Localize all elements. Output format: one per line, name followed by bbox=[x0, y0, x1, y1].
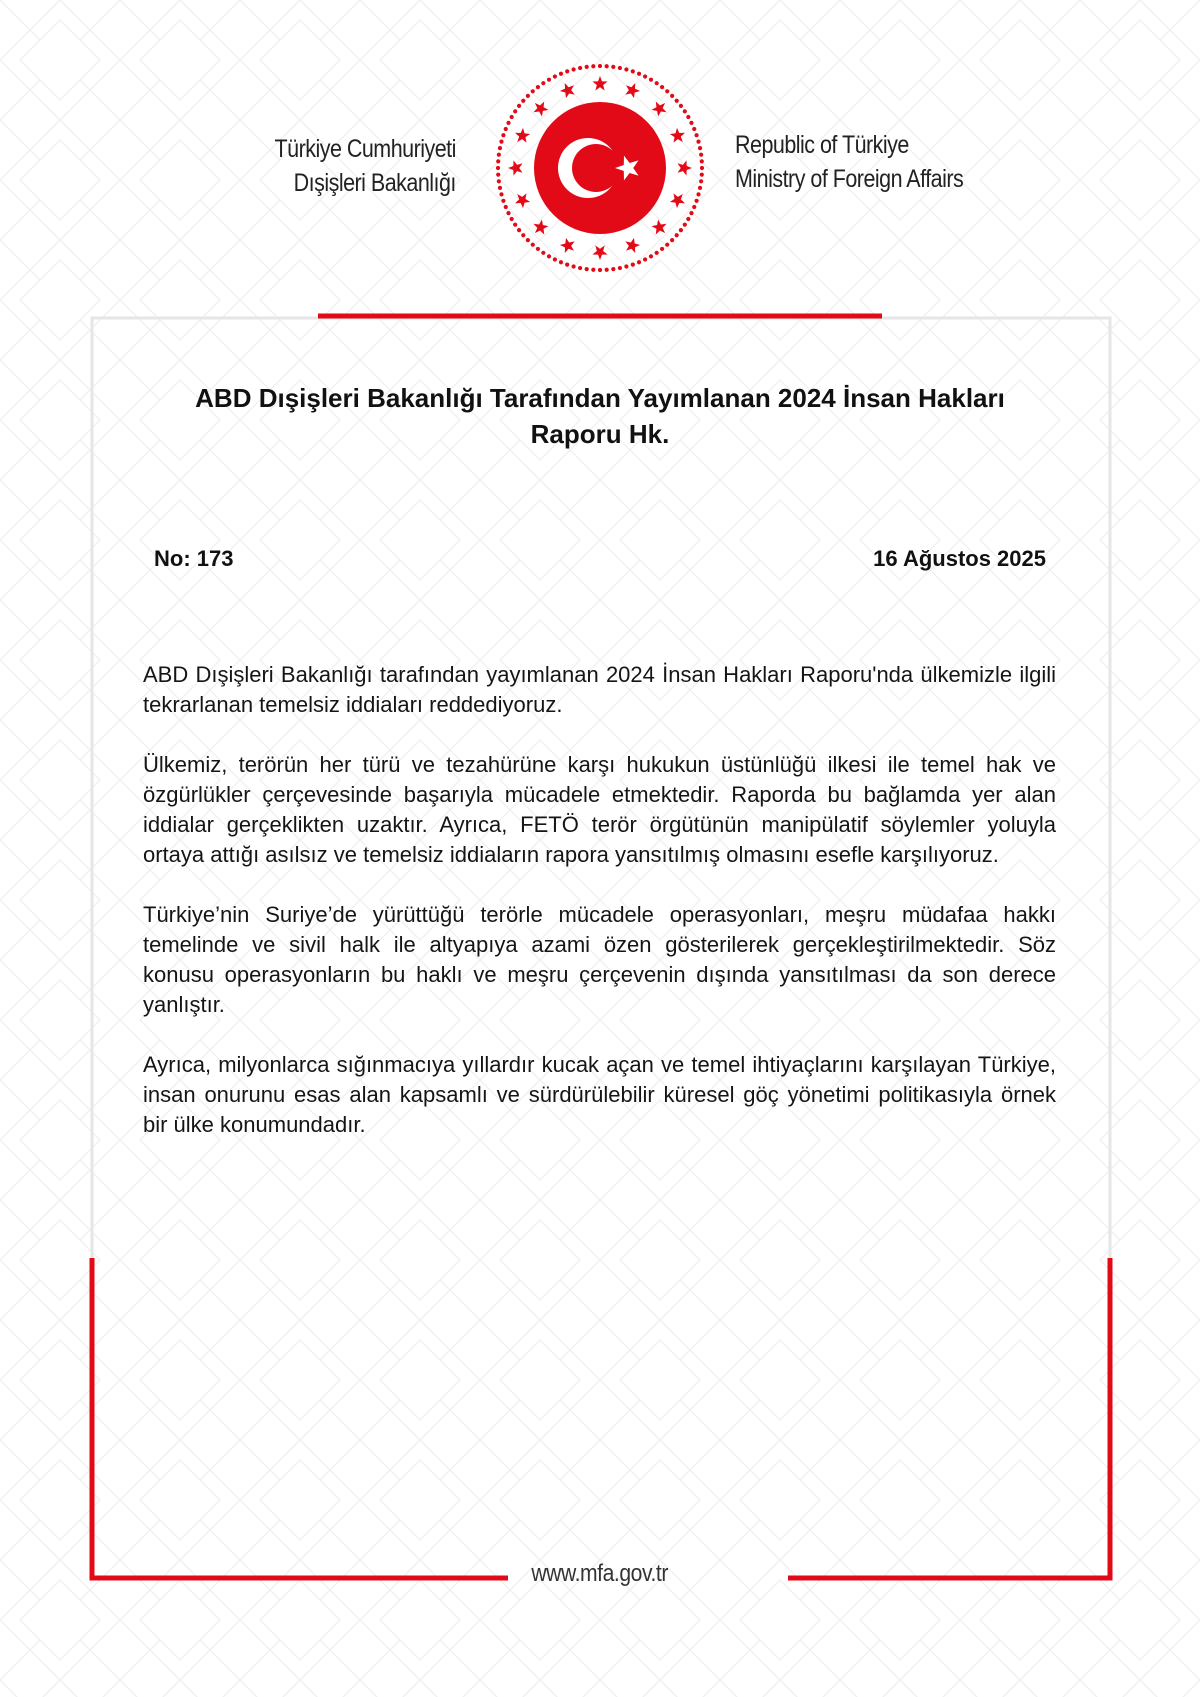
seal-dot bbox=[699, 153, 703, 157]
seal-ring-star-icon bbox=[652, 220, 667, 235]
seal-dot bbox=[686, 115, 690, 119]
seal-dot bbox=[683, 109, 687, 113]
seal-ring-star-icon bbox=[592, 246, 607, 260]
seal-dot bbox=[496, 166, 500, 170]
seal-dot bbox=[526, 238, 530, 242]
document-date: 16 Ağustos 2025 bbox=[873, 546, 1046, 571]
seal-dot bbox=[696, 192, 700, 196]
seal-dot bbox=[700, 166, 704, 170]
header-left-line1: Türkiye Cumhuriyeti bbox=[274, 135, 456, 163]
seal-ring-star-icon bbox=[678, 160, 692, 175]
seal-ring-star-icon bbox=[670, 128, 685, 143]
seal-dot bbox=[643, 257, 647, 261]
seal-dot bbox=[698, 146, 702, 150]
seal-ring-star-icon bbox=[652, 101, 667, 116]
seal-dot bbox=[531, 89, 535, 93]
seal-dot bbox=[565, 262, 569, 266]
seal-dot bbox=[526, 94, 530, 98]
seal-dot bbox=[541, 251, 545, 255]
document-number: No: 173 bbox=[154, 546, 234, 571]
seal-dot bbox=[679, 228, 683, 232]
paragraph: Türkiye’nin Suriye’de yürüttüğü terörle mücadele operasyonları, meşru müdafaa hakkı temelinde ve sivil halk ile altyapıya azami özen gösterilerek gerçekleştirilmektedir. Söz konusu operasyonların bu haklı ve meşru çerçevenin dışında yansıtılması da son derece yanlıştır. bbox=[143, 902, 1056, 1017]
header-right-line1: Republic of Türkiye bbox=[735, 131, 909, 159]
seal-ring-star-icon bbox=[592, 76, 607, 90]
header-left-line2: Dışişleri Bakanlığı bbox=[293, 169, 456, 197]
document-title bbox=[120, 380, 1080, 452]
seal-dot bbox=[499, 192, 503, 196]
seal-dot bbox=[497, 179, 501, 183]
seal-dot bbox=[624, 264, 628, 268]
seal-dot bbox=[698, 186, 702, 190]
seal-dot bbox=[679, 104, 683, 108]
seal-dot bbox=[591, 268, 595, 272]
seal-dot bbox=[578, 66, 582, 70]
seal-dot bbox=[692, 127, 696, 131]
seal-dot bbox=[699, 179, 703, 183]
paragraph: Ayrıca, milyonlarca sığınmacıya yıllardır kucak açan ve temel ihtiyaçlarını karşılayan Türkiye, insan onurunu esas alan kapsamlı ve sürdürülebilir küresel göç yönetimi politikasıyla örnek bir ülke konumundadır. bbox=[143, 1052, 1056, 1137]
footer-url-text: www.mfa.gov.tr bbox=[531, 1560, 669, 1587]
seal-dot bbox=[624, 67, 628, 71]
seal-dot bbox=[547, 254, 551, 258]
seal-dot bbox=[700, 159, 704, 163]
document-body bbox=[143, 660, 1056, 1170]
seal-dot bbox=[498, 186, 502, 190]
seal-dot bbox=[660, 85, 664, 89]
seal-dot bbox=[618, 66, 622, 70]
seal-dot bbox=[501, 133, 505, 137]
seal-dot bbox=[553, 257, 557, 261]
seal-dot bbox=[572, 264, 576, 268]
header-english-name bbox=[735, 128, 963, 196]
seal-dot bbox=[696, 140, 700, 144]
seal-ring-star-icon bbox=[670, 193, 685, 208]
seal-dot bbox=[655, 251, 659, 255]
seal-dot bbox=[591, 64, 595, 68]
paragraph: ABD Dışişleri Bakanlığı tarafından yayımlanan 2024 İnsan Hakları Raporu'nda ülkemizle ilgili tekrarlanan temelsiz iddiaları reddediyoruz. bbox=[143, 662, 1056, 717]
seal-dot bbox=[517, 104, 521, 108]
seal-dot bbox=[598, 268, 602, 272]
seal-ring-star-icon bbox=[533, 101, 548, 116]
seal-dot bbox=[547, 78, 551, 82]
seal-ring-star-icon bbox=[625, 83, 640, 98]
header-right-line2: Ministry of Foreign Affairs bbox=[735, 165, 964, 193]
seal-dot bbox=[660, 247, 664, 251]
seal-crescent-inner bbox=[572, 144, 620, 192]
seal-dot bbox=[649, 78, 653, 82]
seal-dot bbox=[541, 81, 545, 85]
seal-dot bbox=[611, 65, 615, 69]
seal-dot bbox=[665, 243, 669, 247]
seal-dot bbox=[553, 74, 557, 78]
seal-dot bbox=[643, 74, 647, 78]
header-turkish-name bbox=[275, 132, 456, 200]
seal-dot bbox=[510, 217, 514, 221]
seal-ring-star-icon bbox=[515, 128, 530, 143]
seal-dot bbox=[665, 89, 669, 93]
seal-dot bbox=[559, 72, 563, 76]
seal-dot bbox=[513, 109, 517, 113]
paragraph: Ülkemiz, terörün her türü ve tezahürüne karşı hukukun üstünlüğü ilkesi ile temel hak ve özgürlükler çerçevesinde başarıyla mücadele etmektedir. Raporda bu bağlamda yer alan iddialar gerçeklikten uzaktır. Ayrıca, FETÖ terör örgütünün manipülatif söylemler yoluyla ortaya attığı asılsız ve temelsiz iddiaların rapora yansıtılmış olmasını esefle karşılıyoruz. bbox=[143, 752, 1056, 867]
title-line-1: ABD Dışişleri Bakanlığı Tarafından Yayımlanan 2024 İnsan Hakları bbox=[195, 383, 1005, 413]
seal-dot bbox=[692, 205, 696, 209]
seal-ring-star-icon bbox=[533, 220, 548, 235]
seal-dot bbox=[694, 133, 698, 137]
seal-dot bbox=[513, 223, 517, 227]
seal-dot bbox=[510, 115, 514, 119]
seal-dot bbox=[499, 140, 503, 144]
seal-dot bbox=[631, 262, 635, 266]
seal-dot bbox=[649, 254, 653, 258]
seal-dot bbox=[655, 81, 659, 85]
seal-dot bbox=[675, 233, 679, 237]
seal-dot bbox=[506, 121, 510, 125]
seal-dot bbox=[578, 266, 582, 270]
seal-dot bbox=[618, 266, 622, 270]
seal-dot bbox=[504, 127, 508, 131]
seal-dot bbox=[531, 243, 535, 247]
seal-dot bbox=[689, 121, 693, 125]
seal-dot bbox=[536, 85, 540, 89]
seal-dot bbox=[598, 64, 602, 68]
seal-ring-star-icon bbox=[625, 238, 640, 253]
seal-dot bbox=[689, 211, 693, 215]
seal-dot bbox=[686, 217, 690, 221]
seal-dot bbox=[585, 267, 589, 271]
seal-dot bbox=[496, 159, 500, 163]
footer-website bbox=[0, 1560, 1200, 1588]
seal-ring-star-icon bbox=[515, 193, 530, 208]
seal-dot bbox=[521, 233, 525, 237]
seal-dot bbox=[536, 247, 540, 251]
seal-dot bbox=[700, 173, 704, 177]
seal-dot bbox=[572, 67, 576, 71]
seal-dot bbox=[521, 99, 525, 103]
seal-dot bbox=[496, 173, 500, 177]
seal-ring-star-icon bbox=[560, 238, 575, 253]
seal-dot bbox=[585, 65, 589, 69]
seal-dot bbox=[498, 146, 502, 150]
seal-dot bbox=[694, 199, 698, 203]
seal-dot bbox=[506, 211, 510, 215]
seal-dot bbox=[637, 260, 641, 264]
seal-ring-star-icon bbox=[508, 160, 522, 175]
seal-dot bbox=[497, 153, 501, 157]
seal-ring-star-icon bbox=[560, 83, 575, 98]
seal-dot bbox=[517, 228, 521, 232]
seal-dot bbox=[559, 260, 563, 264]
seal-dot bbox=[670, 94, 674, 98]
seal-dot bbox=[631, 69, 635, 73]
seal-dot bbox=[611, 267, 615, 271]
seal-dot bbox=[637, 72, 641, 76]
seal-dot bbox=[565, 69, 569, 73]
seal-dot bbox=[683, 223, 687, 227]
crescent-star-seal-icon bbox=[492, 60, 708, 276]
seal-dot bbox=[605, 64, 609, 68]
seal-dot bbox=[504, 205, 508, 209]
seal-dot bbox=[670, 238, 674, 242]
title-line-2: Raporu Hk. bbox=[530, 419, 670, 449]
seal-dot bbox=[675, 99, 679, 103]
seal-dot bbox=[501, 199, 505, 203]
seal-dot bbox=[605, 268, 609, 272]
